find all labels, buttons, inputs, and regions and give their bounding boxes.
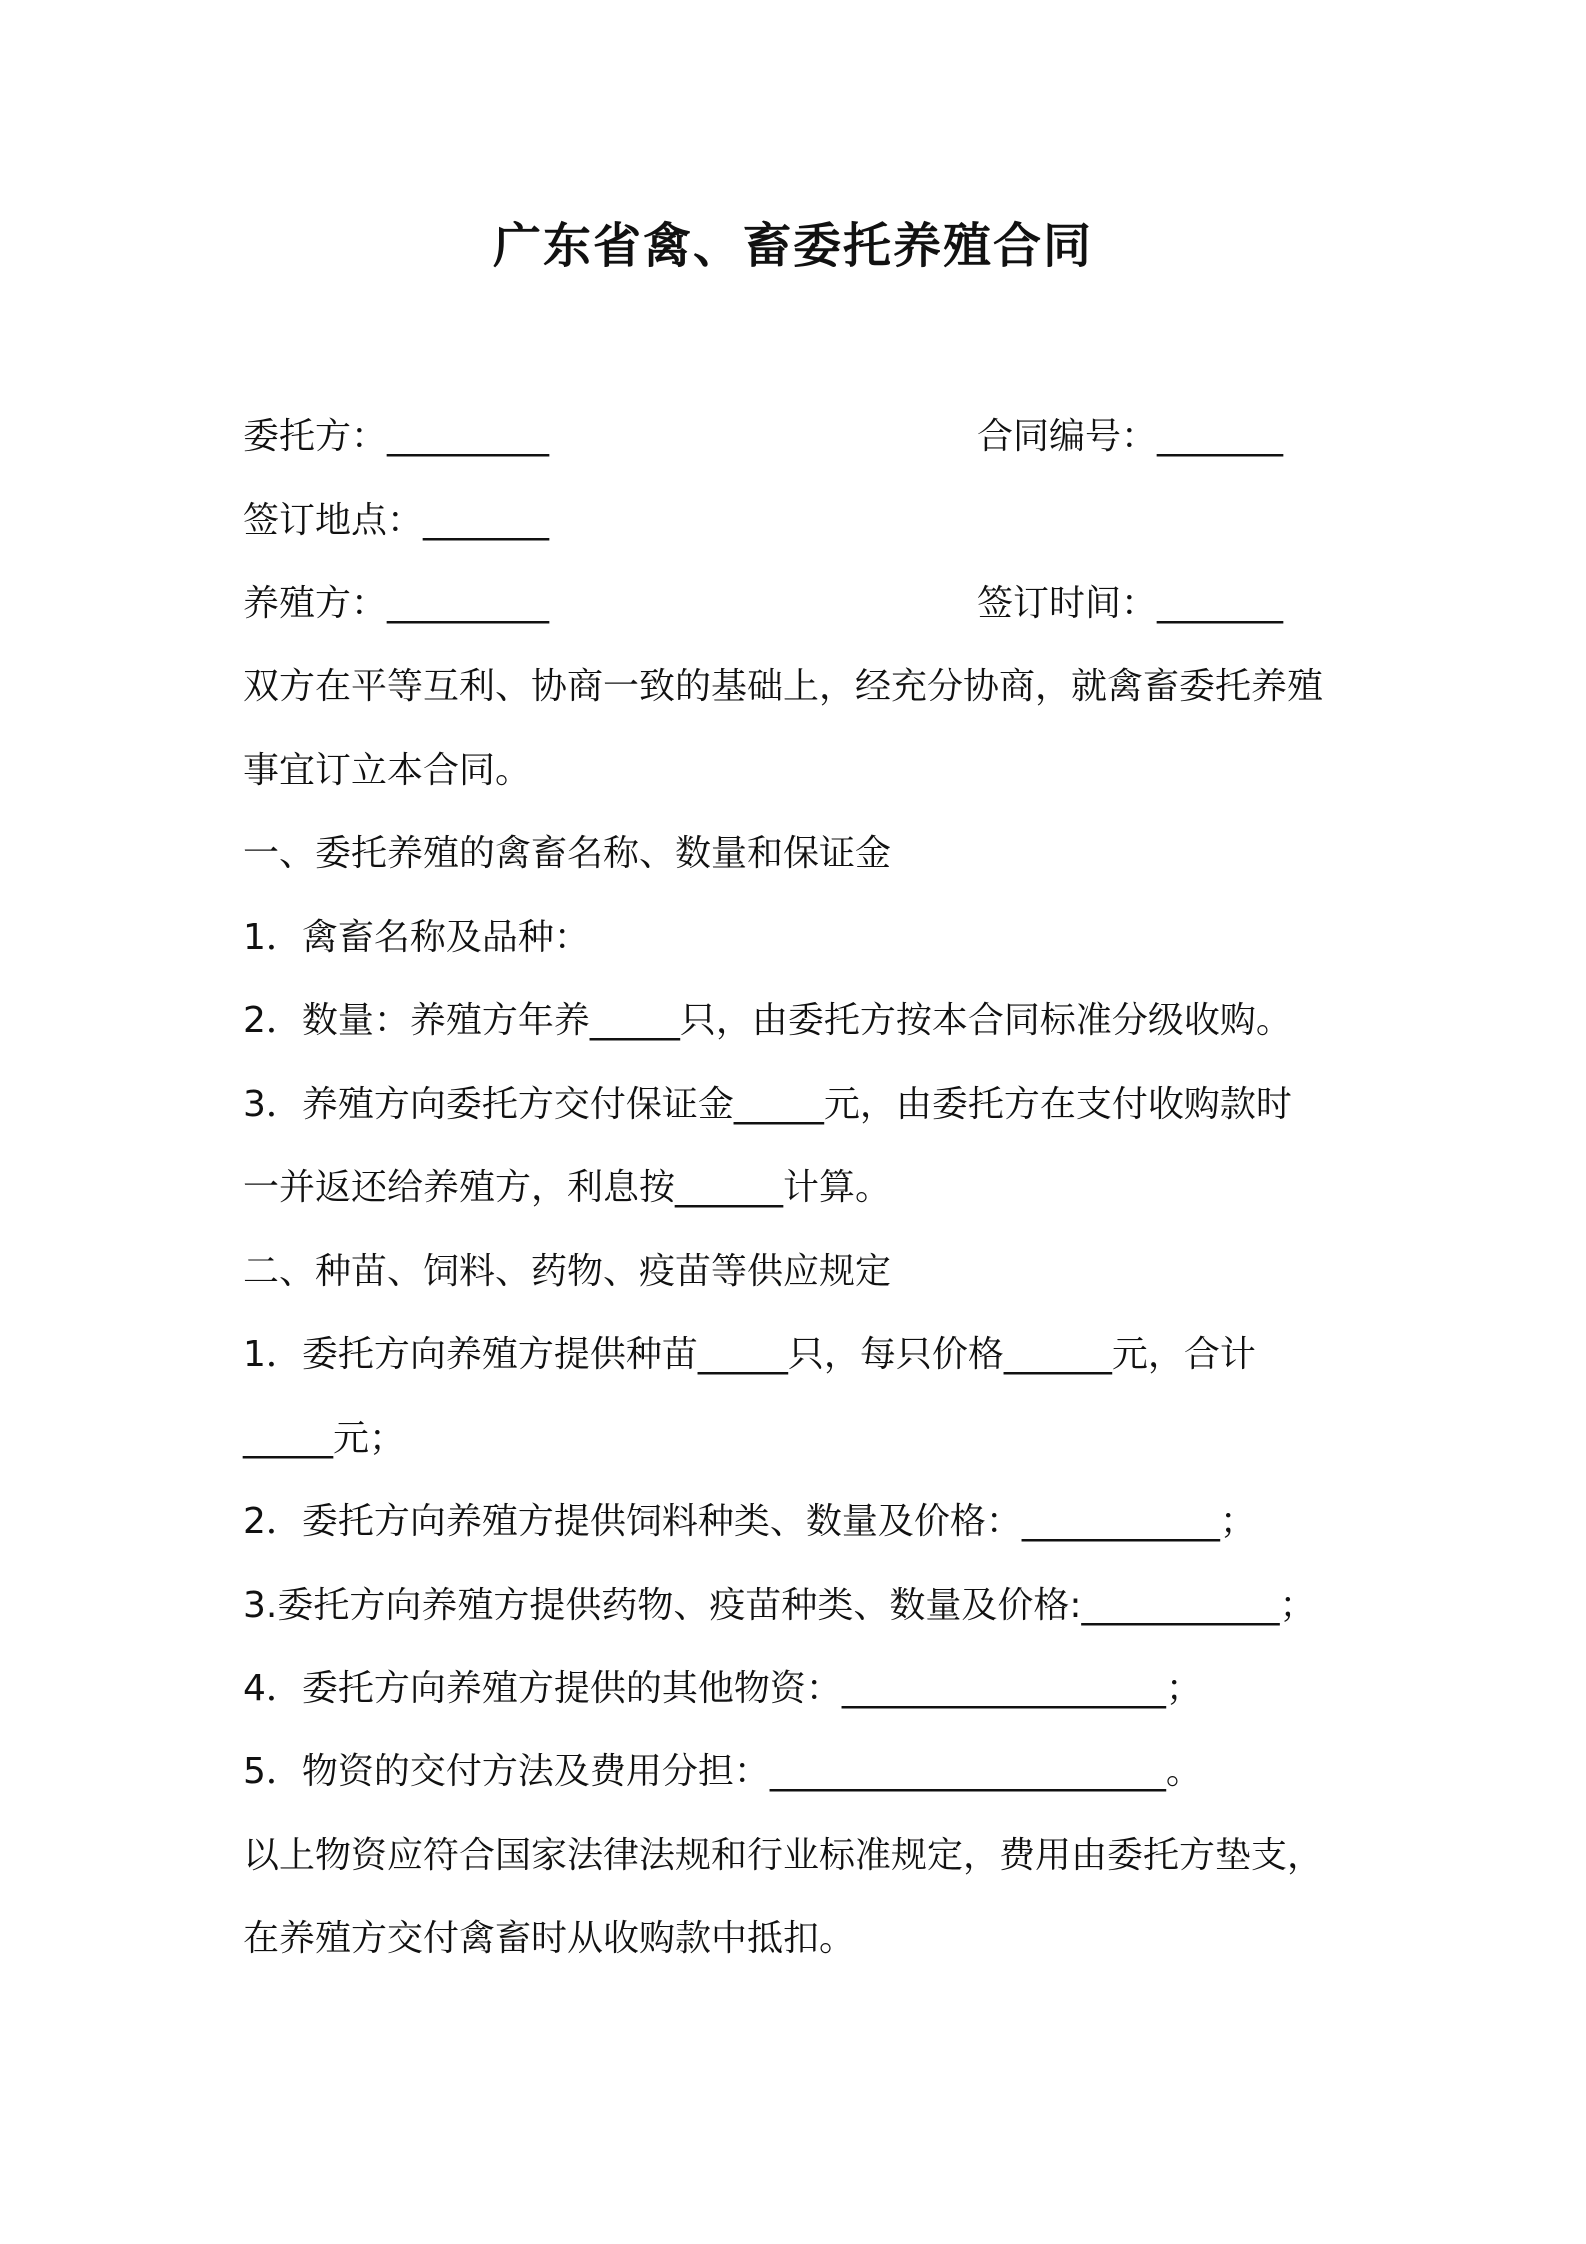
- intro-line-2: 事宜订立本合同。: [243, 750, 532, 791]
- clause-2-2: 2．委托方向养殖方提供饲料种类、数量及价格：___________；: [243, 1501, 1256, 1542]
- clause-2-4: 4．委托方向养殖方提供的其他物资：__________________；: [243, 1668, 1202, 1709]
- closing-line-1: 以上物资应符合国家法律法规和行业标准规定，费用由委托方垫支，: [243, 1835, 1324, 1876]
- sign-time-field: 签订时间：_______: [977, 583, 1284, 624]
- document-title: 广东省禽、畜委托养殖合同: [492, 218, 1093, 274]
- clause-1-3-line-1: 3．养殖方向委托方交付保证金_____元，由委托方在支付收购款时: [243, 1084, 1292, 1125]
- clause-2-5: 5．物资的交付方法及费用分担：______________________。: [243, 1751, 1202, 1792]
- clause-2-3: 3.委托方向养殖方提供药物、疫苗种类、数量及价格:___________；: [243, 1585, 1316, 1626]
- clause-2-1-line-1: 1．委托方向养殖方提供种苗_____只，每只价格______元，合计: [243, 1334, 1256, 1375]
- closing-line-2: 在养殖方交付禽畜时从收购款中抵扣。: [243, 1918, 856, 1959]
- clause-1-3-line-2: 一并返还给养殖方，利息按______计算。: [243, 1167, 892, 1208]
- contract-number-field: 合同编号：_______: [977, 416, 1284, 457]
- clause-1-1: 1．禽畜名称及品种：: [243, 917, 590, 958]
- client-field: 委托方：_________: [243, 416, 550, 457]
- clause-2-1-line-2: _____元；: [243, 1418, 406, 1459]
- intro-line-1: 双方在平等互利、协商一致的基础上，经充分协商，就禽畜委托养殖: [243, 666, 1324, 707]
- section-heading-2: 二、种苗、饲料、药物、疫苗等供应规定: [243, 1251, 892, 1292]
- clause-1-2: 2．数量：养殖方年养_____只，由委托方按本合同标准分级收购。: [243, 1000, 1292, 1041]
- section-heading-1: 一、委托养殖的禽畜名称、数量和保证金: [243, 833, 892, 874]
- farmer-field: 养殖方：_________: [243, 583, 550, 624]
- sign-place-field: 签订地点：_______: [243, 500, 550, 541]
